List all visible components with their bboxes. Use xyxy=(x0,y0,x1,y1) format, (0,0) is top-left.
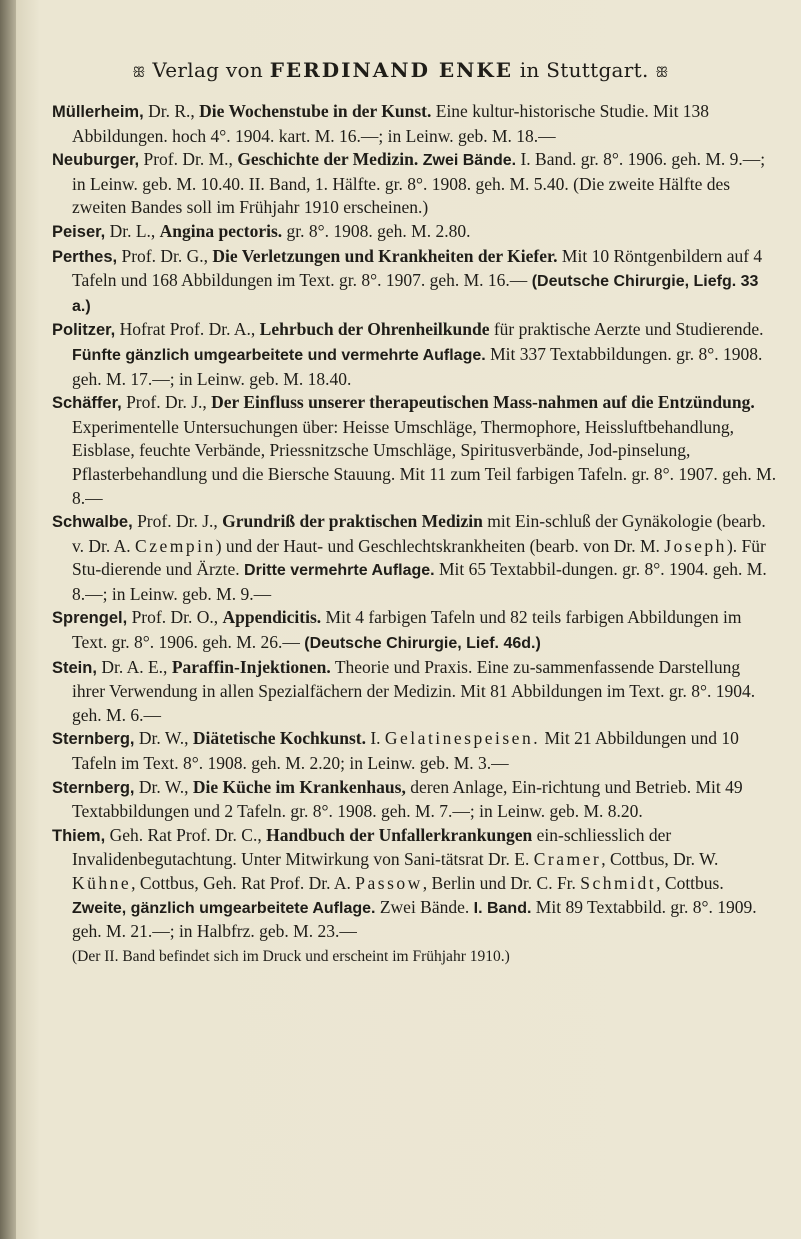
entry-muellerheim xyxy=(52,100,777,148)
entry-edition: Dritte vermehrte Auflage. xyxy=(244,562,435,580)
entry-thiem xyxy=(52,824,777,969)
entry-body: gr. 8°. 1908. geh. M. 2.80. xyxy=(282,220,471,241)
entry-title: Appendicitis. xyxy=(222,607,322,628)
entry-author: Stein, xyxy=(52,658,97,677)
entry-title: Die Wochenstube in der Kunst. xyxy=(199,101,432,121)
entry-volume: I. Band. xyxy=(473,899,532,917)
entry-body-7: Mit 89 Textabbild. gr. 8°. 1909. geh. M. 21.—; in Halbfrz. geb. M. 23.— xyxy=(72,896,757,942)
entry-author: Schäffer, xyxy=(52,394,122,413)
entry-subtitle: Gelatinespeisen. xyxy=(384,728,541,749)
entry-contributor-2: Joseph xyxy=(664,535,727,556)
entry-body: mit Ein-schluß der Gynäkologie (bearb. v. Dr. A. xyxy=(72,511,766,556)
entry-author-detail: Prof. Dr. O., xyxy=(127,607,223,628)
entry-contributor-2: Kühne xyxy=(72,873,132,893)
entry-author: Schwalbe, xyxy=(52,513,133,532)
entry-body-2: Mit 337 Textabbildungen. gr. 8°. 1908. geh. M. 17.—; in Leinw. geb. M. 18.40. xyxy=(72,343,763,389)
entry-body-5: , Cottbus. xyxy=(656,873,724,893)
entry-author-detail: Prof. Dr. J., xyxy=(132,511,223,532)
entry-author: Sprengel, xyxy=(52,609,128,628)
entry-sternberg-kochkunst xyxy=(52,727,777,775)
entry-contributor: Cramer xyxy=(533,849,602,870)
entry-author-detail: Prof. Dr. M., xyxy=(139,149,238,170)
entry-title: Die Verletzungen und Krankheiten der Kiefer. xyxy=(212,245,558,266)
entry-politzer xyxy=(52,318,777,391)
entry-body: Mit 10 Röntgenbildern auf 4 Tafeln und 168 Abbildungen im Text. gr. 8°. 1907. geh. M. 16.— xyxy=(72,245,763,291)
entry-contributor-3: Passow xyxy=(355,873,423,893)
header-suffix: in Stuttgart. xyxy=(519,58,649,82)
entry-author-detail: Prof. Dr. G., xyxy=(117,245,213,266)
entry-author: Perthes, xyxy=(52,247,118,266)
entry-body: für praktische Aerzte und Studierende. xyxy=(489,319,764,340)
entry-title: Angina pectoris. xyxy=(159,220,283,241)
publisher-name: FERDINAND ENKE xyxy=(269,58,514,82)
entry-series: (Deutsche Chirurgie, Lief. 46d.) xyxy=(304,635,541,653)
entry-body-3: , Cottbus, Geh. Rat Prof. Dr. A. xyxy=(131,873,356,893)
entry-title: Die Küche im Krankenhaus, xyxy=(192,776,406,797)
entry-sprengel xyxy=(52,606,777,655)
entry-body-2: ) und der Haut- und Geschlechtskrankheiten (bearb. von Dr. M. xyxy=(215,535,665,556)
entry-body: I. xyxy=(365,728,385,749)
entry-stein xyxy=(52,656,777,728)
entry-edition: Fünfte gänzlich umgearbeitete und vermehrte Auflage. xyxy=(72,346,486,364)
entry-body-4: Mit 65 Textabbil-dungen. gr. 8°. 1904. geh. M. 8.—; in Leinw. geb. M. 9.— xyxy=(72,559,767,604)
entry-peiser xyxy=(52,220,777,245)
entry-schaeffer xyxy=(52,391,777,510)
entry-author: Sternberg, xyxy=(52,778,135,797)
page-header xyxy=(0,58,801,82)
entry-schwalbe xyxy=(52,510,777,606)
entry-sternberg-kueche xyxy=(52,776,777,824)
entry-contributor-4: Schmidt xyxy=(580,873,657,893)
entry-title: Der Einfluss unserer therapeutischen Mass-nahmen auf die Entzündung. xyxy=(211,392,755,413)
entry-body: ein-schliesslich der Invalidenbegutachtung. Unter Mitwirkung von Sani-tätsrat Dr. E. xyxy=(72,824,672,870)
entry-author: Peiser, xyxy=(52,222,106,241)
entry-title: Paraffin-Injektionen. xyxy=(171,656,331,677)
entry-title: Diätetische Kochkunst. xyxy=(192,728,366,749)
entry-body-4: , Berlin und Dr. C. Fr. xyxy=(422,873,581,893)
entry-edition: Zweite, gänzlich umgearbeitete Auflage. xyxy=(72,899,376,917)
entry-perthes xyxy=(52,245,777,319)
entry-body: Experimentelle Untersuchungen über: Heisse Umschläge, Thermophore, Heissluftbehandlung, Eisblase, feuchte Verbände, Priessnitzsche Umschläge, Spiritusverbände, Jod-pinselung, Pflasterbehandlung und die Biersche Stauung. Mit 11 zum Teil farbigen Tafeln. gr. 8°. 1907. geh. M. 8.— xyxy=(72,416,777,508)
entry-body: Mit 4 farbigen Tafeln und 82 teils farbigen Abbildungen im Text. gr. 8°. 1906. geh. M. 26.— xyxy=(72,607,742,653)
entry-body-6: Zwei Bände. xyxy=(375,896,474,917)
entry-author-detail: Dr. L., xyxy=(105,220,160,241)
entry-title: Grundriß der praktischen Medizin xyxy=(222,511,483,532)
book-list xyxy=(52,100,777,968)
entry-author-detail: Hofrat Prof. Dr. A., xyxy=(115,319,260,340)
entry-author-detail: Dr. A. E., xyxy=(96,656,172,677)
entry-title: Lehrbuch der Ohrenheilkunde xyxy=(259,319,490,340)
entry-contributor: Czempin xyxy=(135,535,216,556)
entry-author: Müllerheim, xyxy=(52,103,144,121)
entry-body-2: Mit 21 Abbildungen und 10 Tafeln im Text. 8°. 1908. geh. M. 2.20; in Leinw. geb. M. 3.— xyxy=(72,728,739,774)
entry-neuburger xyxy=(52,148,777,220)
entry-author: Politzer, xyxy=(52,321,116,340)
header-prefix: Verlag von xyxy=(152,58,264,82)
entry-series: (Deutsche Chirurgie, Liefg. 33 a.) xyxy=(72,273,759,315)
entry-author: Sternberg, xyxy=(52,730,135,749)
entry-highlight: Zwei Bände. xyxy=(418,152,517,170)
entry-body: I. Band. gr. 8°. 1906. geh. M. 9.—; in Leinw. geb. M. 10.40. II. Band, 1. Hälfte. gr. 8°. 1908. geh. M. 5.40. (Die zweite Hälfte des zweiten Bandes soll im Frühjahr 1910 erscheinen.) xyxy=(72,149,766,218)
entry-author-detail: Prof. Dr. J., xyxy=(121,392,212,413)
entry-body-2: , Cottbus, Dr. W. xyxy=(601,849,719,870)
entry-body: Theorie und Praxis. Eine zu-sammenfassende Darstellung ihrer Verwendung in allen Spezialfächern der Medizin. Mit 81 Abbildungen im Text. gr. 8°. 1904. geh. M. 6.— xyxy=(72,656,756,725)
binding-edge xyxy=(0,0,16,1239)
entry-body: Eine kultur-historische Studie. Mit 138 Abbildungen. hoch 4°. 1904. kart. M. 16.—; in Leinw. geb. M. 18.— xyxy=(72,101,710,146)
entry-body: deren Anlage, Ein-richtung und Betrieb. Mit 49 Textabbildungen und 2 Tafeln. gr. 8°. 1908. geh. M. 7.—; in Leinw. geb. M. 8.20. xyxy=(72,776,743,822)
entry-author-detail: Dr. W., xyxy=(134,776,193,797)
entry-author: Neuburger, xyxy=(52,151,140,170)
entry-author: Thiem, xyxy=(52,826,106,845)
right-ornament: ꕥ xyxy=(655,65,669,81)
entry-body-3: ). Für Stu-dierende und Ärzte. xyxy=(72,535,766,580)
entry-author-detail: Dr. W., xyxy=(134,728,193,749)
left-ornament: ꕥ xyxy=(132,65,146,81)
entry-title: Geschichte der Medizin. xyxy=(237,149,419,170)
entry-note: (Der II. Band befindet sich im Druck und erscheint im Frühjahr 1910.) xyxy=(72,947,510,965)
entry-title: Handbuch der Unfallerkrankungen xyxy=(266,824,533,845)
entry-author-detail: Dr. R., xyxy=(143,101,200,121)
entry-author-detail: Geh. Rat Prof. Dr. C., xyxy=(105,824,267,845)
